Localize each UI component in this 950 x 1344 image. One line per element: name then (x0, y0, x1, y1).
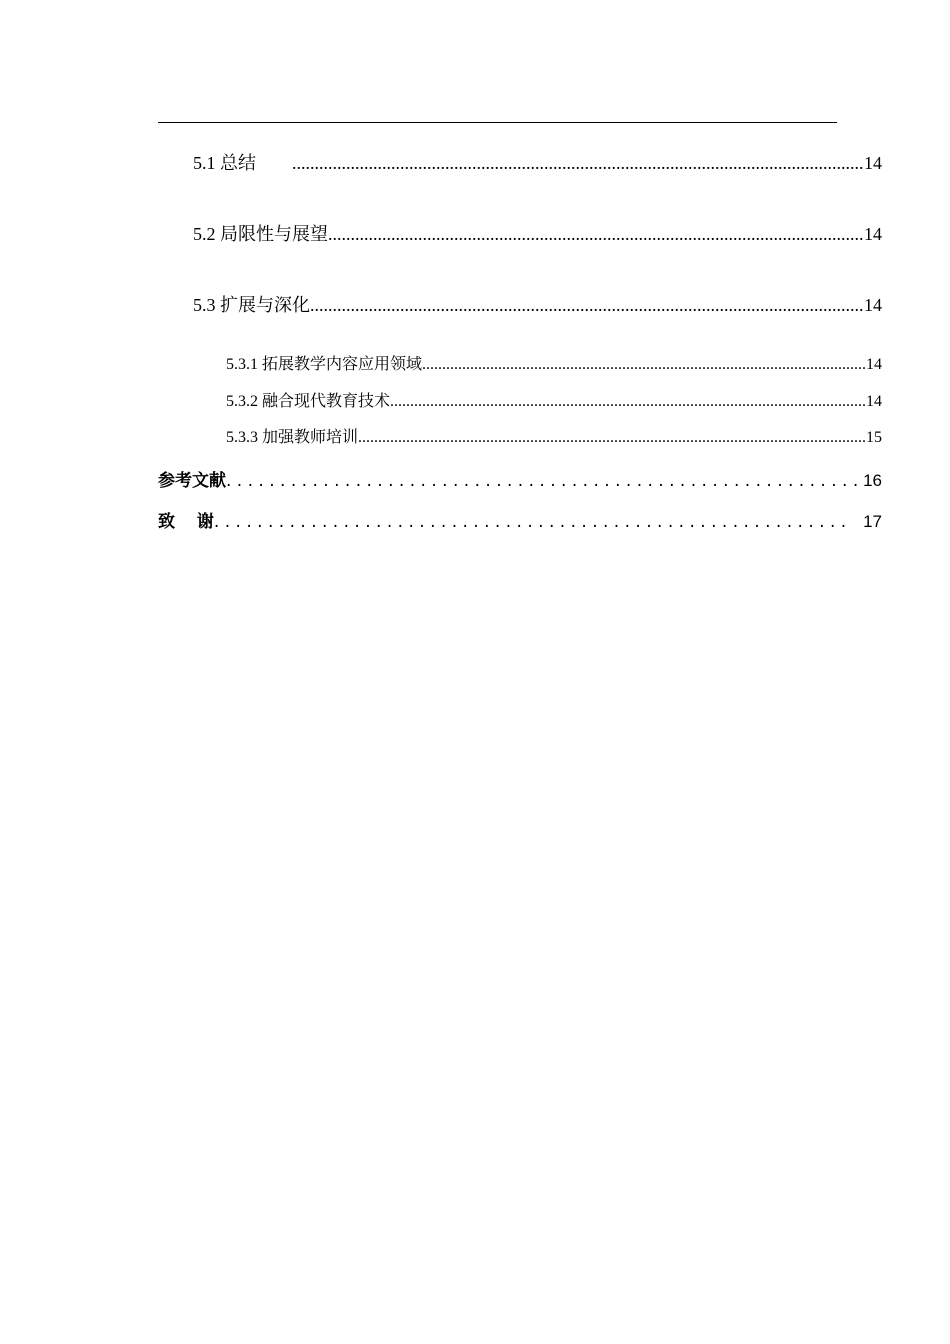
toc-dot-leader (390, 393, 866, 411)
toc-page-number: 15 (866, 429, 882, 446)
toc-dot-leader (422, 356, 866, 374)
toc-page-number: 14 (864, 295, 882, 315)
toc-entry-label: 5.3 扩展与深化 (193, 295, 310, 315)
toc-page-number: 14 (864, 153, 882, 173)
toc-entry-5-2[interactable] (193, 220, 882, 246)
toc-entry-label: 5.1 总结 (193, 153, 274, 173)
toc-entry-label: 5.3.3 加强教师培训 (226, 429, 359, 446)
toc-dot-leader (358, 429, 866, 447)
toc-dot-leader (292, 153, 864, 174)
toc-dot-leader (226, 471, 857, 491)
toc-entry-5-1[interactable] (193, 149, 882, 175)
toc-entry-label: 5.3.1 拓展教学内容应用领域 (226, 356, 423, 373)
toc-entry-references[interactable] (158, 466, 882, 491)
toc-entry-label: 5.3.2 融合现代教育技术 (226, 393, 391, 410)
toc-page-number: 14 (866, 356, 882, 373)
toc-entry-label: 5.2 局限性与展望 (193, 224, 328, 244)
toc-page-number: 16 (863, 471, 882, 490)
toc-entry-label: 参考文献 (158, 471, 226, 491)
toc-page-number: 14 (864, 224, 882, 244)
toc-entry-5-3-2[interactable] (226, 388, 882, 411)
toc-entry-5-3[interactable] (193, 291, 882, 317)
toc-entry-acknowledgements[interactable] (158, 507, 882, 532)
toc-dot-leader (310, 295, 864, 316)
toc-entry-label: 致 谢 (158, 512, 214, 532)
header-rule (158, 122, 837, 123)
toc-entry-5-3-1[interactable] (226, 351, 882, 374)
toc-dot-leader (328, 224, 864, 245)
toc-entry-5-3-3[interactable] (226, 424, 882, 447)
toc-page-number: 17 (863, 512, 882, 531)
toc-page-number: 14 (866, 393, 882, 410)
toc-dot-leader (214, 512, 849, 532)
